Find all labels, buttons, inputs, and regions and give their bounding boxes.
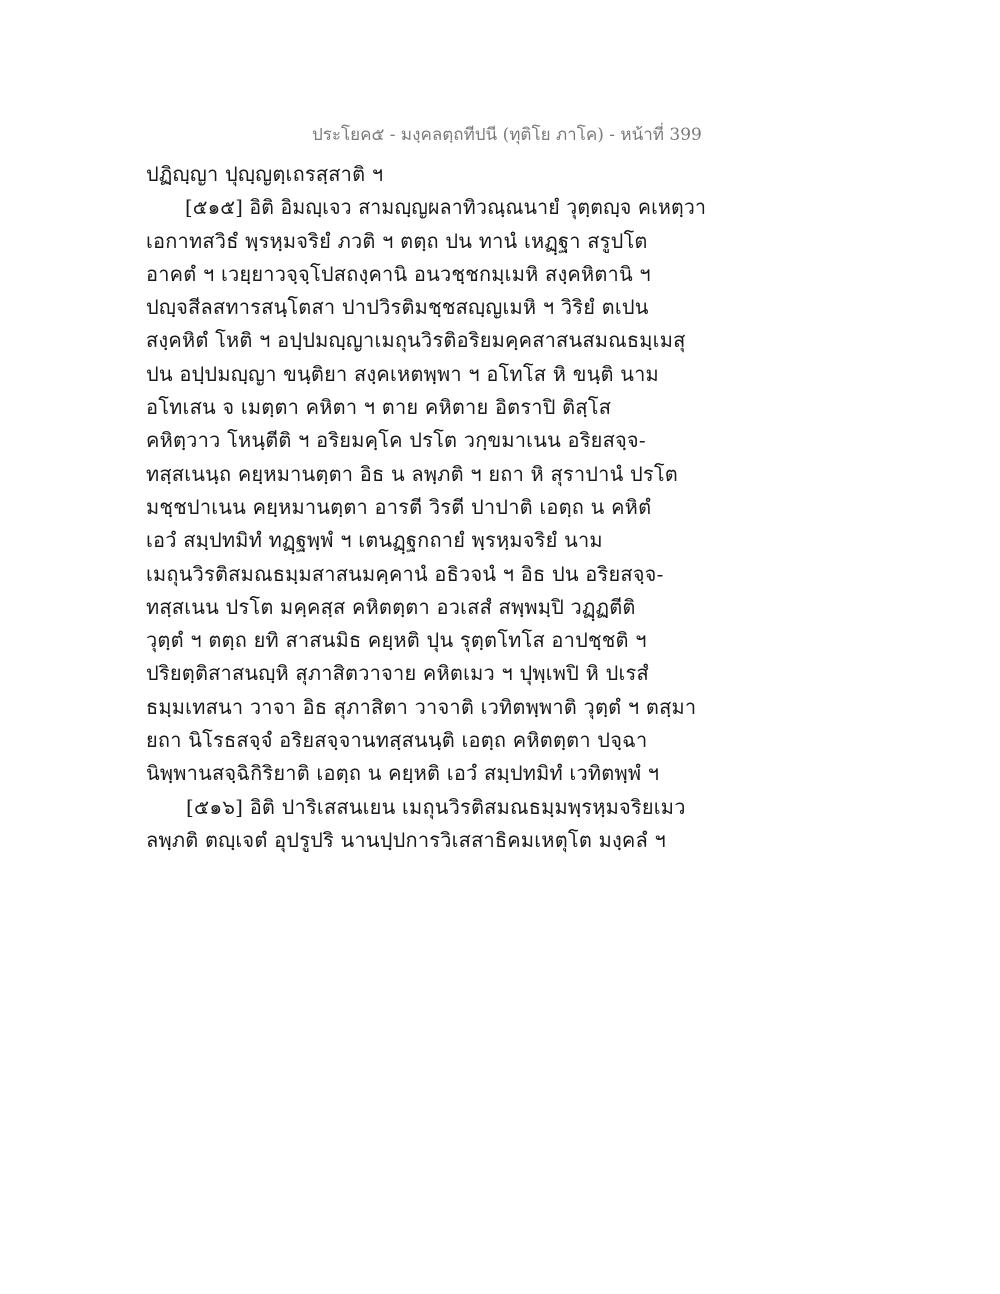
text-line: อโทเสน จ เมตฺตา คหิตา ฯ ตาย คหิตาย อิตราปิ ติสฺโส bbox=[146, 395, 612, 420]
text-line: ปฏิญฺญา ปุญฺญตฺเถรสฺสาติ ฯ bbox=[146, 162, 384, 186]
text-line: วุตฺตํ ฯ ตตฺถ ยทิ สาสนมิธ คยฺหติ ปุน รุตฺตโทโส อาปชฺชติ ฯ bbox=[146, 628, 647, 653]
body-text bbox=[146, 158, 706, 857]
text-line: ปริยตฺติสาสนญฺหิ สุภาสิตวาจาย คหิตเมว ฯ ปุพฺเพปิ หิ ปเรสํ bbox=[146, 661, 649, 686]
text-line: นิพฺพานสจฺฉิกิริยาติ เอตฺถ น คยฺหติ เอวํ สมฺปทมิทํ เวทิตพฺพํ ฯ bbox=[146, 761, 660, 786]
text-line: ปญฺจสีลสทารสนฺโตสา ปาปวิรติมชฺชสญฺญเมหิ ฯ วิริยํ ตเปน bbox=[146, 295, 649, 320]
text-line: คหิตฺวาว โหนฺตีติ ฯ อริยมคฺโค ปรโต วกฺขมาเนน อริยสจฺจ- bbox=[146, 428, 646, 453]
running-header: ประโยค๕ - มงฺคลตฺถทีปนี (ทุติโย ภาโค) - หน้าที่ 399 bbox=[312, 125, 702, 145]
text-line: ทสฺสเนน ปรโต มคฺคสฺส คหิตตฺตา อวเสสํ สพฺพมฺปิ วฏฺฏตีติ bbox=[146, 594, 636, 619]
text-line: ปน อปฺปมญฺญา ขนฺติยา สงฺคเหตพฺพา ฯ อโทโส หิ ขนฺติ นาม bbox=[146, 361, 659, 386]
text-line: สงฺคหิตํ โหติ ฯ อปฺปมญฺญาเมถุนวิรติอริยมคฺคสาสนสมณธมฺเมสุ bbox=[146, 328, 686, 353]
text-line: ธมฺมเทสนา วาจา อิธ สุภาสิตา วาจาติ เวทิตพฺพาติ วุตฺตํ ฯ ตสฺมา bbox=[146, 694, 697, 719]
text-line: [๕๑๖] อิติ ปาริเสสนเยน เมถุนวิรติสมณธมฺมพฺรหฺมจริยเมว bbox=[186, 794, 686, 819]
text-line: มชฺชปาเนน คยฺหมานตฺตา อารตี วิรตี ปาปาติ เอตฺถ น คหิตํ bbox=[146, 494, 652, 519]
text-line: ทสฺสเนนฺถ คยฺหมานตฺตา อิธ น ลพฺภติ ฯ ยถา หิ สุราปานํ ปรโต bbox=[146, 461, 678, 486]
text-line: [๕๑๕] อิติ อิมญฺเจว สามญฺญผลาทิวณฺณนายํ วุตฺตญฺจ คเหตฺวา bbox=[184, 195, 707, 220]
text-line: เอกาทสวิธํ พฺรหฺมจริยํ ภวติ ฯ ตตฺถ ปน ทานํ เหฏฺฐา สรูปโต bbox=[146, 228, 648, 253]
text-line: ลพฺภติ ตญฺเจตํ อุปรูปริ นานปฺปการวิเสสาธิคมเหตุโต มงฺคลํ ฯ bbox=[146, 827, 666, 852]
text-line: อาคตํ ฯ เวยฺยาวจฺจฺโปสถงฺคานิ อนวชฺชกมฺเมหิ สงฺคหิตานิ ฯ bbox=[146, 261, 651, 286]
text-line: ยถา นิโรธสจฺจํ อริยสจฺจานทสฺสนนฺติ เอตฺถ คหิตตฺตา ปจฺฉา bbox=[146, 728, 648, 753]
text-line: เมถุนวิรติสมณธมฺมสาสนมคฺคานํ อธิวจนํ ฯ อิธ ปน อริยสจฺจ- bbox=[146, 561, 664, 586]
text-line: เอวํ สมฺปทมิทํ ทฏฺฐพฺพํ ฯ เตนฏฺฐกถายํ พฺรหฺมจริยํ นาม bbox=[146, 528, 603, 553]
